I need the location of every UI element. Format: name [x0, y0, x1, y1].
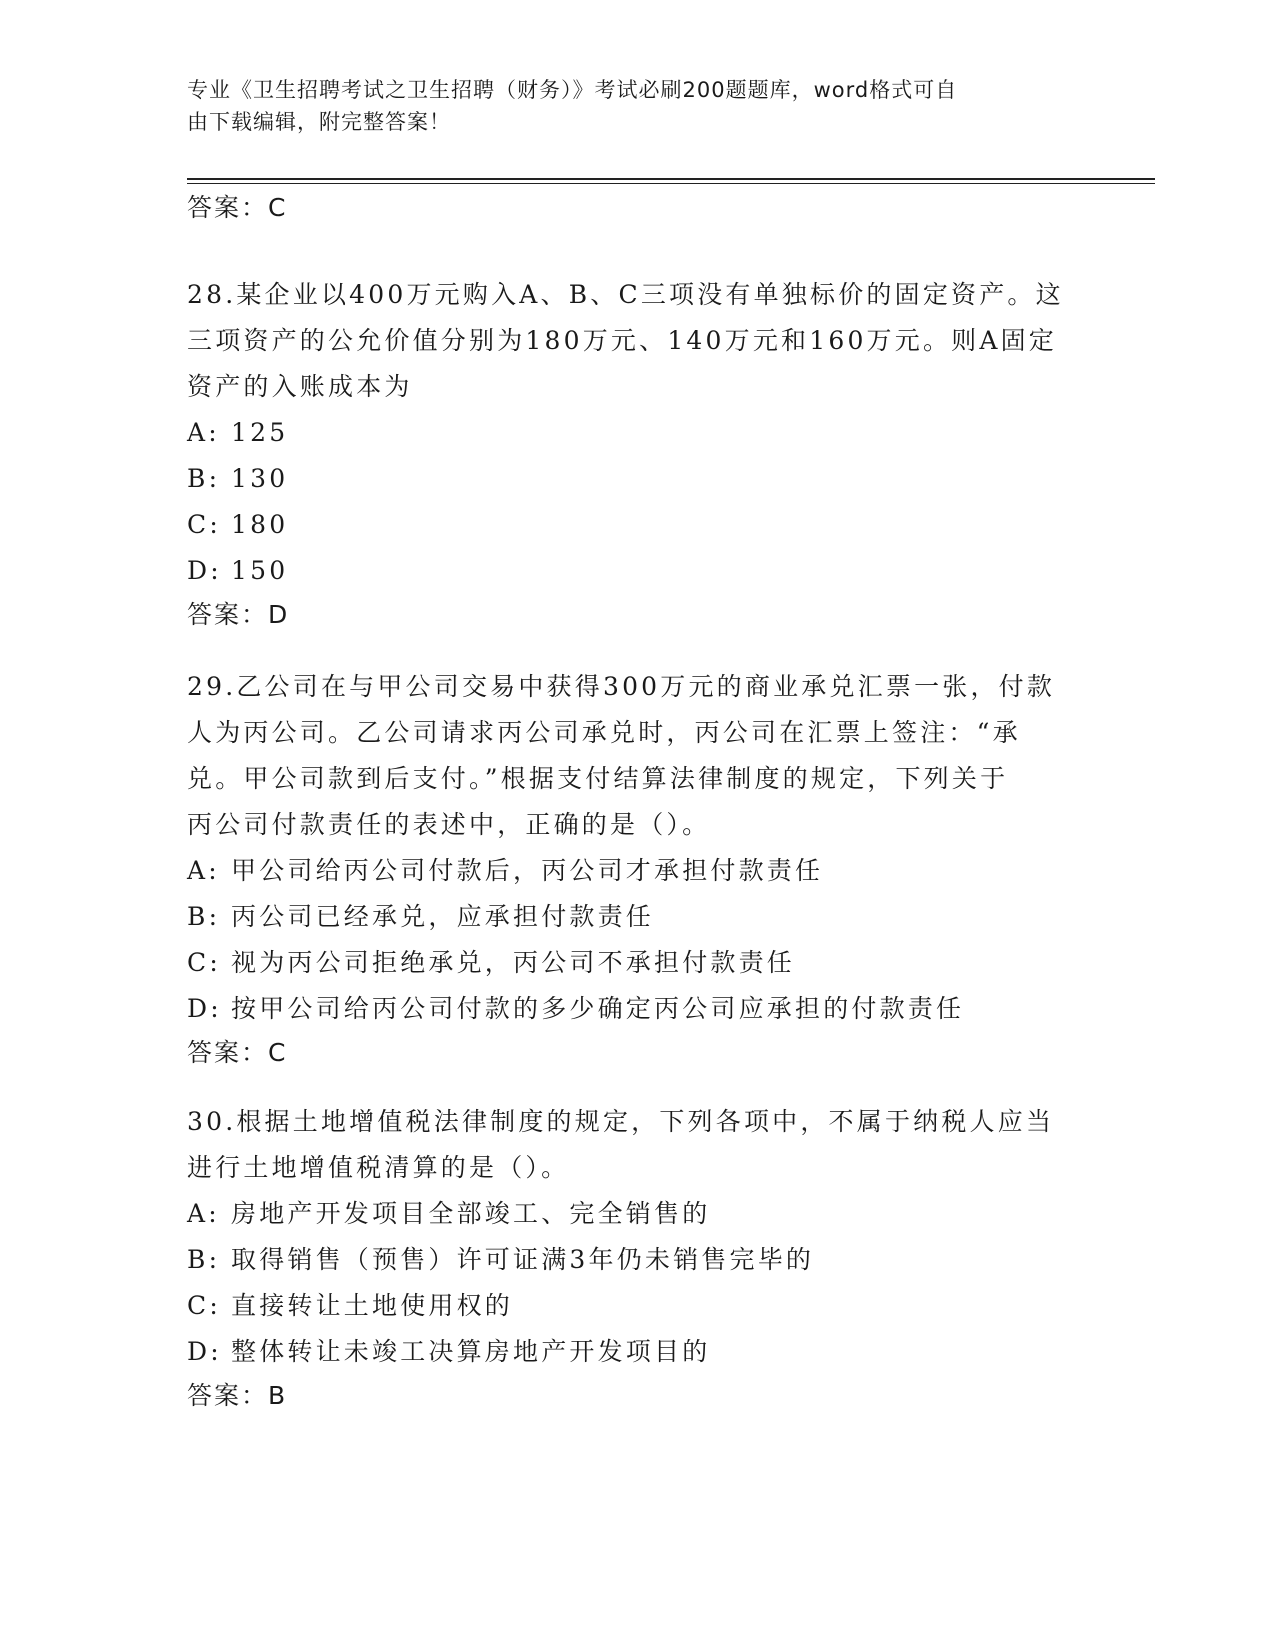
option-d: [187, 548, 1087, 594]
option-key: D:: [187, 994, 222, 1023]
question-line: 三项资产的公允价值分别为180万元、140万元和160万元。则A固定: [187, 326, 1058, 355]
question-line: 资产的入账成本为: [187, 372, 413, 401]
previous-answer: 答案：C: [187, 193, 288, 222]
header-line-1: 专业《卫生招聘考试之卫生招聘（财务）》考试必刷200题题库，word格式可自: [187, 78, 958, 102]
question-line: 29.乙公司在与甲公司交易中获得300万元的商业承兑汇票一张，付款: [187, 672, 1056, 701]
option-key: A:: [187, 856, 220, 885]
header-divider-thin: [187, 183, 1155, 184]
option-c: [187, 1283, 1087, 1329]
question-30: [187, 1099, 1087, 1413]
option-key: C:: [187, 1291, 221, 1320]
option-d: [187, 986, 1087, 1032]
question-line: 进行土地增值税清算的是（）。: [187, 1153, 570, 1182]
question-line: 兑。甲公司款到后支付。”根据支付结算法律制度的规定，下列关于: [187, 764, 1009, 793]
option-text: 整体转让未竣工决算房地产开发项目的: [231, 1337, 711, 1366]
option-c: [187, 940, 1087, 986]
option-key: D:: [187, 1337, 222, 1366]
option-text: 150: [231, 556, 289, 585]
option-a: [187, 410, 1087, 456]
question-28: [187, 272, 1087, 632]
question-line: 28.某企业以400万元购入A、B、C三项没有单独标价的固定资产。这: [187, 280, 1064, 309]
option-text: 视为丙公司拒绝承兑，丙公司不承担付款责任: [231, 948, 796, 977]
option-key: C:: [187, 510, 221, 539]
option-key: C:: [187, 948, 221, 977]
option-text: 直接转让土地使用权的: [231, 1291, 514, 1320]
answer-30: 答案：B: [187, 1381, 288, 1410]
answer-29: 答案：C: [187, 1038, 288, 1067]
option-b: [187, 456, 1087, 502]
option-b: [187, 1237, 1087, 1283]
option-text: 180: [231, 510, 289, 539]
option-key: B:: [187, 1245, 221, 1274]
option-key: A:: [187, 1199, 220, 1228]
option-b: [187, 894, 1087, 940]
option-text: 房地产开发项目全部竣工、完全销售的: [231, 1199, 711, 1228]
option-text: 甲公司给丙公司付款后，丙公司才承担付款责任: [231, 856, 824, 885]
question-line: 丙公司付款责任的表述中，正确的是（）。: [187, 810, 711, 839]
option-text: 取得销售（预售）许可证满3年仍未销售完毕的: [231, 1245, 815, 1274]
option-key: D:: [187, 556, 222, 585]
option-key: B:: [187, 902, 221, 931]
header-line-2: 由下载编辑，附完整答案！: [187, 110, 451, 134]
option-text: 125: [231, 418, 289, 447]
option-a: [187, 1191, 1087, 1237]
answer-28: 答案：D: [187, 600, 290, 629]
question-line: 30.根据土地增值税法律制度的规定，下列各项中，不属于纳税人应当: [187, 1107, 1055, 1136]
option-d: [187, 1329, 1087, 1375]
previous-answer-block: [187, 191, 1087, 225]
option-a: [187, 848, 1087, 894]
header-divider-thick: [187, 178, 1155, 180]
document-header: [187, 74, 1067, 138]
option-text: 丙公司已经承兑，应承担付款责任: [231, 902, 655, 931]
option-text: 130: [231, 464, 289, 493]
question-line: 人为丙公司。乙公司请求丙公司承兑时，丙公司在汇票上签注：“承: [187, 718, 1021, 747]
option-text: 按甲公司给丙公司付款的多少确定丙公司应承担的付款责任: [231, 994, 965, 1023]
option-key: A:: [187, 418, 220, 447]
option-c: [187, 502, 1087, 548]
option-key: B:: [187, 464, 221, 493]
question-29: [187, 664, 1087, 1070]
